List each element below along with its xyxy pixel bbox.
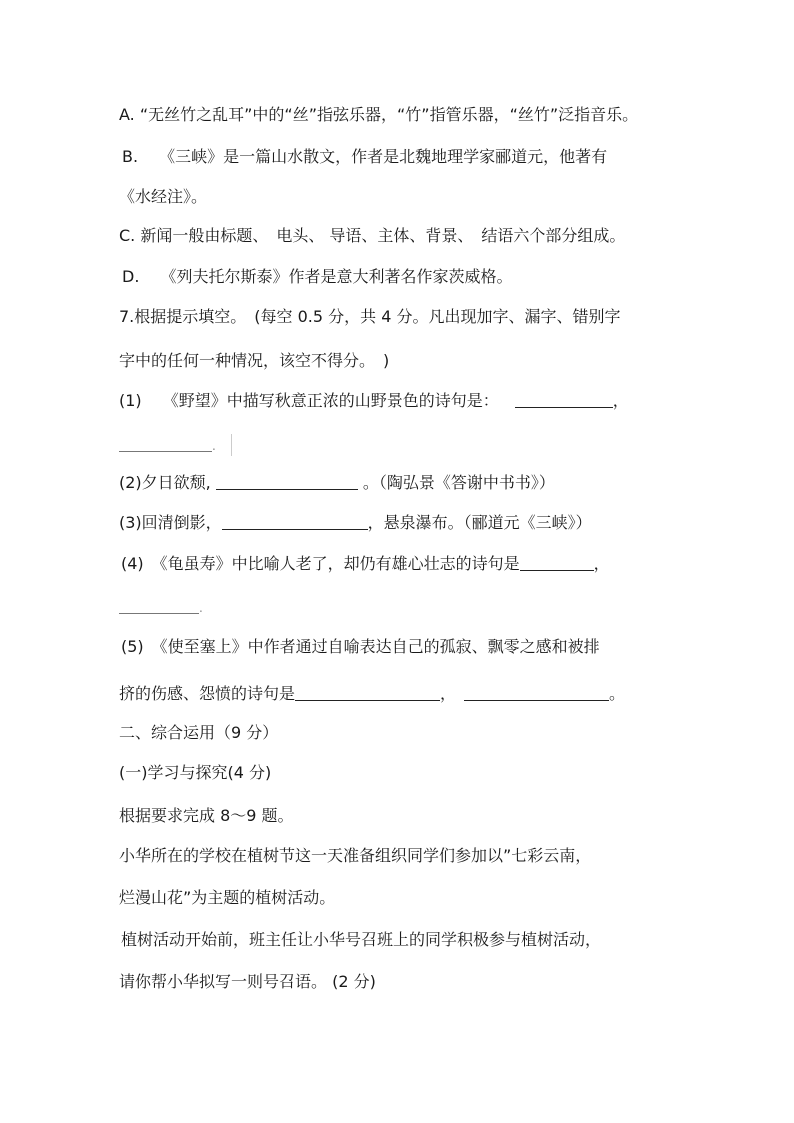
comma: ，	[612, 391, 629, 410]
answer-blank-5a[interactable]	[295, 684, 440, 701]
instruction: 根据要求完成 8～9 题。	[119, 806, 294, 825]
section-2-heading: 二、综合运用（9 分）	[119, 723, 279, 742]
option-d: D. 《列夫托尔斯泰》作者是意大利著名作家茨威格。	[122, 267, 513, 286]
subsection-1-heading: (一)学习与探究(4 分)	[119, 763, 272, 782]
answer-blank-5b[interactable]	[464, 684, 609, 701]
answer-blank-1a[interactable]	[515, 391, 613, 408]
option-a: A. “无丝竹之乱耳”中的“丝”指弦乐器，“竹”指管乐器，“丝竹”泛指音乐。	[119, 105, 639, 124]
fill-item-1	[119, 390, 629, 412]
fill-item-1-text: (1) 《野望》中描写秋意正浓的山野景色的诗句是：	[119, 391, 507, 410]
answer-blank-3[interactable]	[222, 513, 368, 530]
option-b-line1: B. 《三峡》是一篇山水散文，作者是北魏地理学家郦道元，他著有	[122, 147, 608, 166]
fill-item-4-text: (4) 《龟虽寿》中比喻人老了，却仍有雄心壮志的诗句是	[121, 554, 520, 573]
fill-item-3-source: ，悬泉瀑布。（郦道元《三峡》）	[367, 513, 592, 532]
dot: .	[199, 601, 203, 615]
comma: ，	[440, 684, 457, 703]
fill-item-5-line2	[119, 683, 625, 705]
passage-1-line1: 小华所在的学校在植树节这一天准备组织同学们参加以”七彩云南，	[119, 846, 592, 865]
option-c: C. 新闻一般由标题、 电头、 导语、主体、背景、 结语六个部分组成。	[119, 226, 626, 245]
fill-item-4	[121, 553, 610, 575]
answer-blank-1b[interactable]	[119, 435, 212, 452]
fill-item-2	[119, 472, 555, 494]
fill-item-3-text: (3)回清倒影，	[119, 513, 222, 532]
fill-item-1-continued	[119, 434, 216, 457]
passage-2-line2: 请你帮小华拟写一则号召语。 (2 分)	[119, 972, 376, 991]
answer-blank-4a[interactable]	[520, 554, 594, 571]
fill-item-5-text: 挤的伤感、怨愤的诗句是	[119, 684, 296, 703]
answer-blank-2[interactable]	[216, 473, 358, 490]
option-b-line2: 《水经注》。	[119, 187, 208, 206]
comma: ，	[593, 554, 610, 573]
dot: .	[212, 439, 216, 453]
passage-1-line2: 烂漫山花”为主题的植树活动。	[119, 888, 336, 907]
question-7-line1: 7.根据提示填空。 (每空 0.5 分，共 4 分。凡出现加字、漏字、错别字	[119, 307, 621, 326]
fill-item-5-line1: (5) 《使至塞上》中作者通过自喻表达自己的孤寂、飘零之感和被排	[121, 637, 600, 656]
fill-item-2-source: 。（陶弘景《答谢中书书》）	[357, 473, 555, 492]
period: 。	[609, 684, 626, 703]
fill-item-4-continued	[119, 596, 203, 619]
fill-item-3	[119, 512, 592, 534]
answer-blank-4b[interactable]	[119, 597, 199, 614]
passage-2-line1: 植树活动开始前，班主任让小华号召班上的同学积极参与植树活动，	[121, 930, 602, 949]
corner-mark	[231, 434, 232, 456]
fill-item-2-text: (2)夕日欲颓,	[119, 473, 216, 492]
question-7-line2: 字中的任何一种情况，该空不得分。 )	[119, 351, 390, 370]
